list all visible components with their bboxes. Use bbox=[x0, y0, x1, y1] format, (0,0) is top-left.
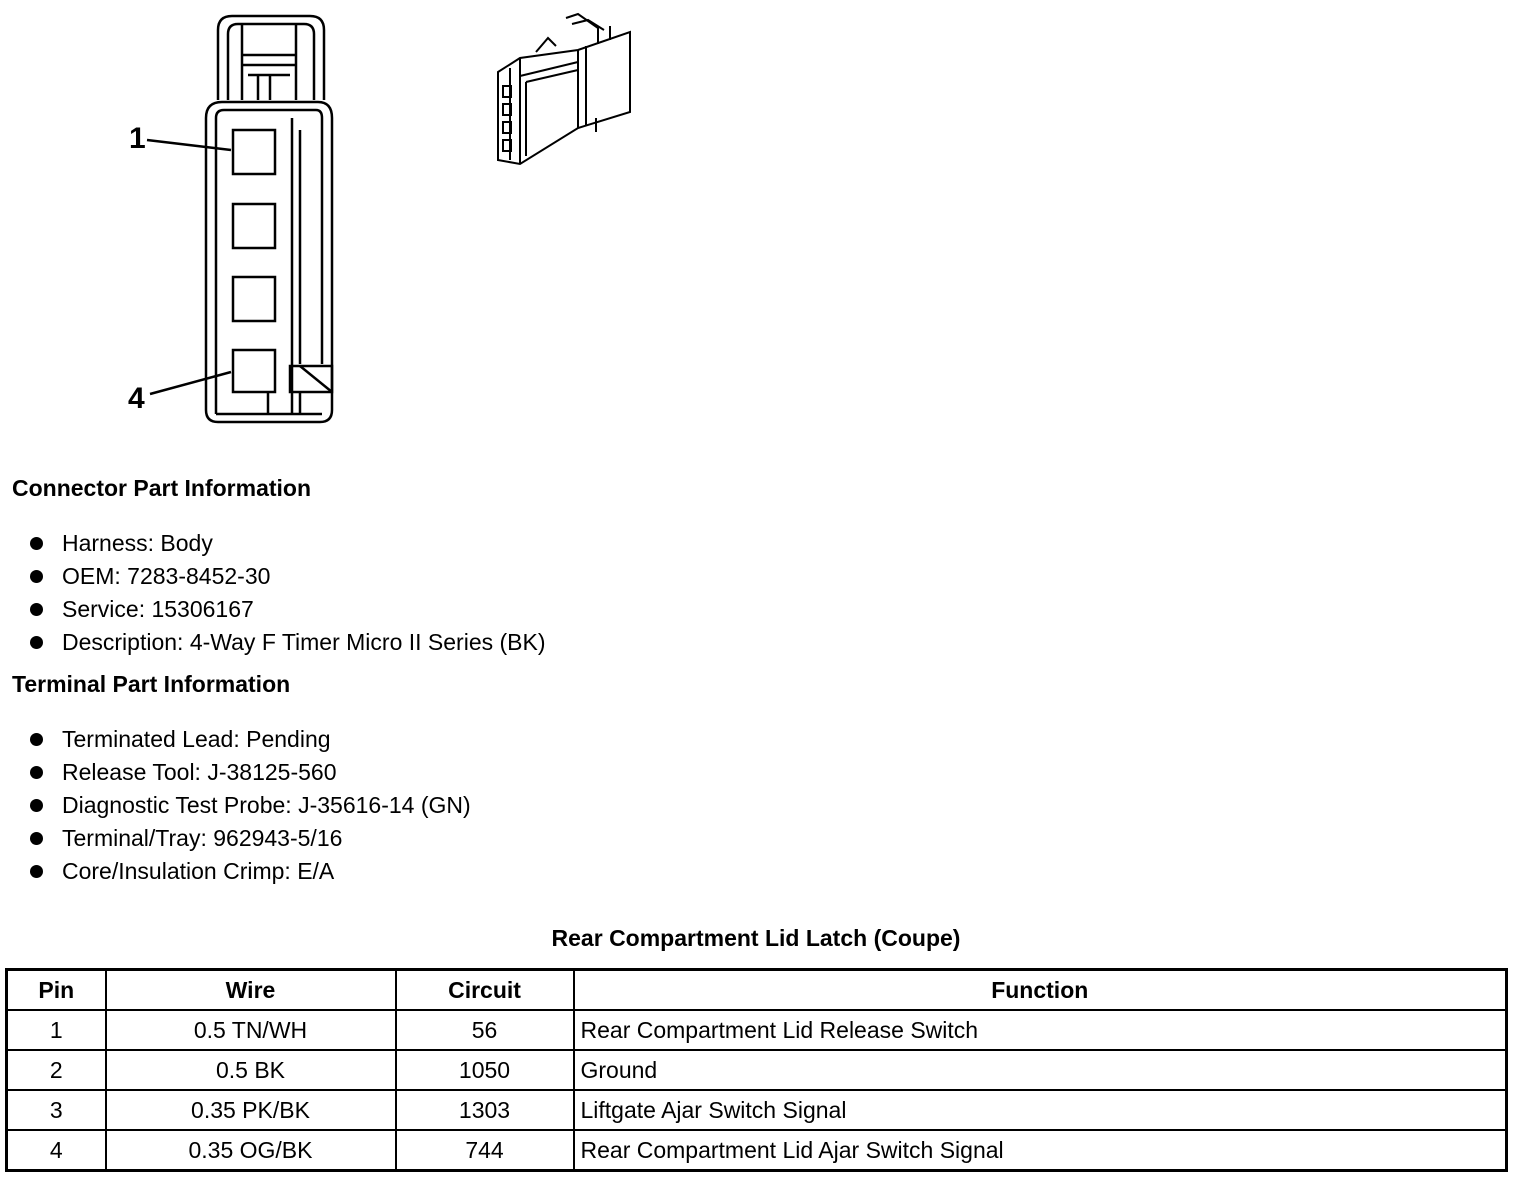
function-cell: Ground bbox=[574, 1050, 1507, 1090]
pin-label-1: 1 bbox=[129, 122, 146, 155]
table-row bbox=[7, 1010, 1507, 1050]
list-item: Release Tool: J-38125-560 bbox=[30, 756, 471, 789]
column-header-pin: Pin bbox=[7, 970, 106, 1011]
bullet-icon bbox=[30, 865, 43, 878]
list-item: Harness: Body bbox=[30, 527, 546, 560]
function-cell: Rear Compartment Lid Ajar Switch Signal bbox=[574, 1130, 1507, 1171]
list-item: Diagnostic Test Probe: J-35616-14 (GN) bbox=[30, 789, 471, 822]
list-item: Terminal/Tray: 962943-5/16 bbox=[30, 822, 471, 855]
bullet-icon bbox=[30, 636, 43, 649]
column-header-circuit: Circuit bbox=[396, 970, 574, 1011]
connector-face-view bbox=[147, 16, 332, 422]
connector-diagram bbox=[0, 0, 700, 450]
pin-table bbox=[5, 968, 1508, 1172]
table-row bbox=[7, 1130, 1507, 1171]
bullet-icon bbox=[30, 799, 43, 812]
pin-cell: 3 bbox=[7, 1090, 106, 1130]
list-item: Terminated Lead: Pending bbox=[30, 723, 471, 756]
bullet-icon bbox=[30, 733, 43, 746]
bullet-icon bbox=[30, 766, 43, 779]
bullet-icon bbox=[30, 570, 43, 583]
bullet-icon bbox=[30, 603, 43, 616]
pin-cell: 2 bbox=[7, 1050, 106, 1090]
pin-table-title: Rear Compartment Lid Latch (Coupe) bbox=[551, 925, 961, 951]
bullet-icon bbox=[30, 537, 43, 550]
wire-cell: 0.35 OG/BK bbox=[106, 1130, 396, 1171]
circuit-cell: 1050 bbox=[396, 1050, 574, 1090]
pin-cell: 4 bbox=[7, 1130, 106, 1171]
connector-info-heading: Connector Part Information bbox=[12, 475, 312, 501]
wire-cell: 0.5 BK bbox=[106, 1050, 396, 1090]
connector-info-list bbox=[30, 527, 546, 659]
table-row bbox=[7, 1090, 1507, 1130]
function-cell: Rear Compartment Lid Release Switch bbox=[574, 1010, 1507, 1050]
pin-cell: 1 bbox=[7, 1010, 106, 1050]
wire-cell: 0.35 PK/BK bbox=[106, 1090, 396, 1130]
function-cell: Liftgate Ajar Switch Signal bbox=[574, 1090, 1507, 1130]
circuit-cell: 56 bbox=[396, 1010, 574, 1050]
circuit-cell: 1303 bbox=[396, 1090, 574, 1130]
circuit-cell: 744 bbox=[396, 1130, 574, 1171]
list-item: Service: 15306167 bbox=[30, 593, 546, 626]
wire-cell: 0.5 TN/WH bbox=[106, 1010, 396, 1050]
column-header-wire: Wire bbox=[106, 970, 396, 1011]
bullet-icon bbox=[30, 832, 43, 845]
table-row bbox=[7, 1050, 1507, 1090]
connector-isometric-view bbox=[498, 14, 630, 164]
list-item: Core/Insulation Crimp: E/A bbox=[30, 855, 471, 888]
list-item: OEM: 7283-8452-30 bbox=[30, 560, 546, 593]
column-header-function: Function bbox=[574, 970, 1507, 1011]
terminal-info-heading: Terminal Part Information bbox=[12, 671, 291, 697]
pin-label-4: 4 bbox=[128, 382, 145, 415]
terminal-info-list bbox=[30, 723, 471, 888]
list-item: Description: 4-Way F Timer Micro II Series (BK) bbox=[30, 626, 546, 659]
table-header-row bbox=[7, 970, 1507, 1011]
